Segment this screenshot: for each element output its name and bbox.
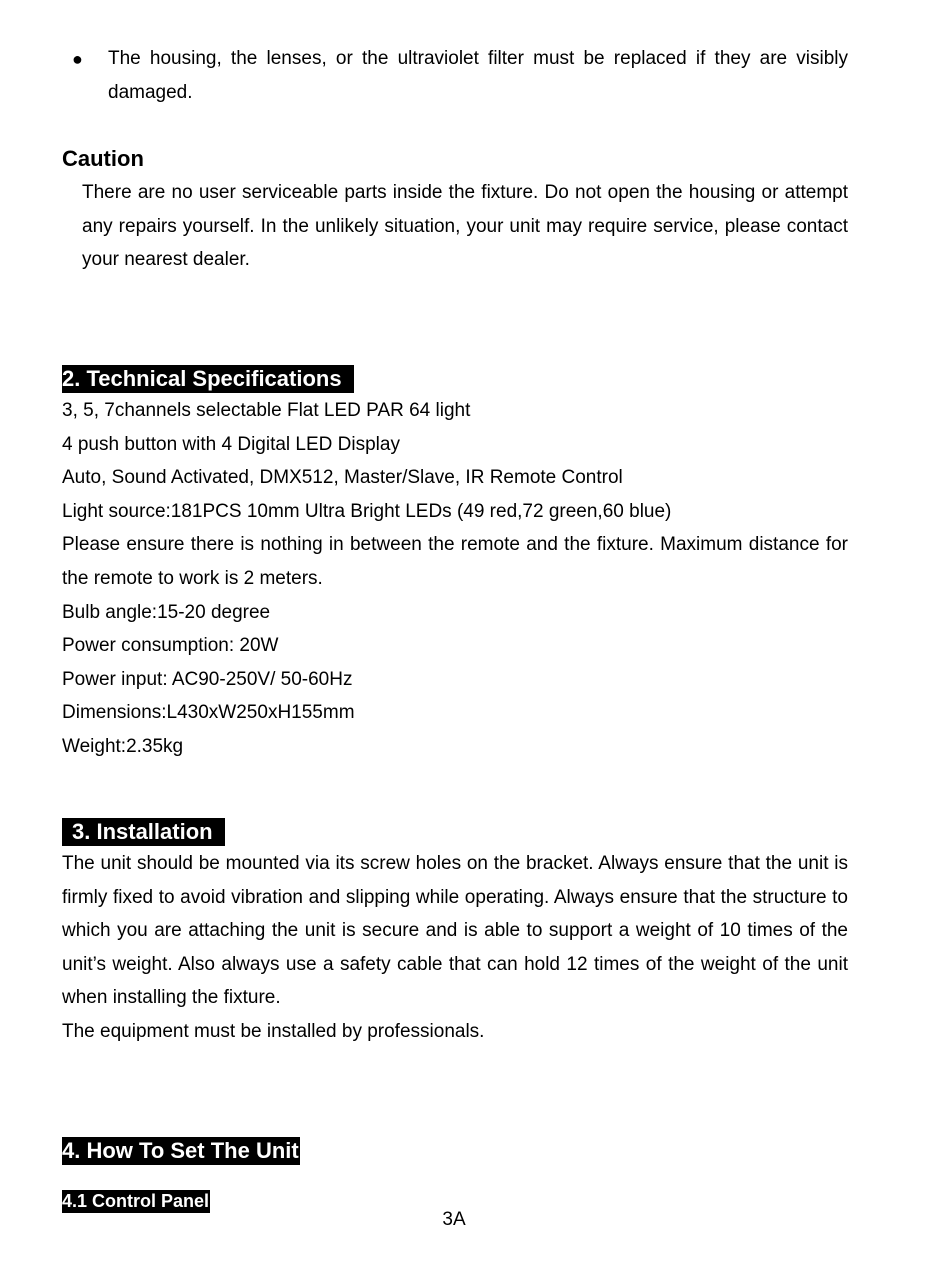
spec-item: Dimensions:L430xW250xH155mm (62, 702, 355, 724)
bullet-text: The housing, the lenses, or the ultraviolet filter must be replaced if they are visibly damaged. (108, 48, 848, 103)
spec-item: 4 push button with 4 Digital LED Display (62, 433, 400, 455)
caution-text: There are no user serviceable parts inside the fixture. Do not open the housing or attempt any repairs yourself. In the unlikely situation, your unit may require service, please contact your nearest dealer. (82, 182, 848, 271)
page-number: 3A (442, 1209, 466, 1230)
spec-item: Weight:2.35kg (62, 735, 184, 757)
spec-list (62, 394, 848, 764)
caution-title: Caution (62, 146, 144, 171)
section-heading-how-to-set-the-unit: 4. How To Set The Unit (62, 1138, 299, 1164)
bullet-point-icon: ● (72, 49, 83, 69)
installation-note: The equipment must be installed by professionals. (62, 1021, 485, 1042)
spec-item: Light source:181PCS 10mm Ultra Bright LEDs (49 red,72 green,60 blue) (62, 500, 672, 522)
spec-item: Bulb angle:15-20 degree (62, 601, 271, 623)
section-heading-technical-specifications: 2. Technical Specifications (62, 365, 354, 393)
subsection-heading-control-panel: 4.1 Control Panel (62, 1191, 210, 1211)
installation-text: The unit should be mounted via its screw holes on the bracket. Always ensure that the unit is firmly fixed to avoid vibration and slipping while operating. Always ensure that the structure to which you are attaching the unit is secure and is able to support a weight of 10 times of the unit’s weight. Also always use a safety cable that can hold 12 times of the weight of the unit when installing the fixture. (62, 853, 848, 1009)
spec-item: Power input: AC90-250V/ 50-60Hz (62, 668, 353, 690)
spec-item: 3, 5, 7channels selectable Flat LED PAR 64 light (62, 400, 471, 421)
section-heading-installation: 3. Installation (62, 818, 225, 846)
spec-item: Auto, Sound Activated, DMX512, Master/Slave, IR Remote Control (62, 467, 623, 489)
spec-item: Power consumption: 20W (62, 635, 279, 657)
spec-item: Please ensure there is nothing in between the remote and the fixture. Maximum distance for the remote to work is 2 meters. (62, 534, 848, 589)
